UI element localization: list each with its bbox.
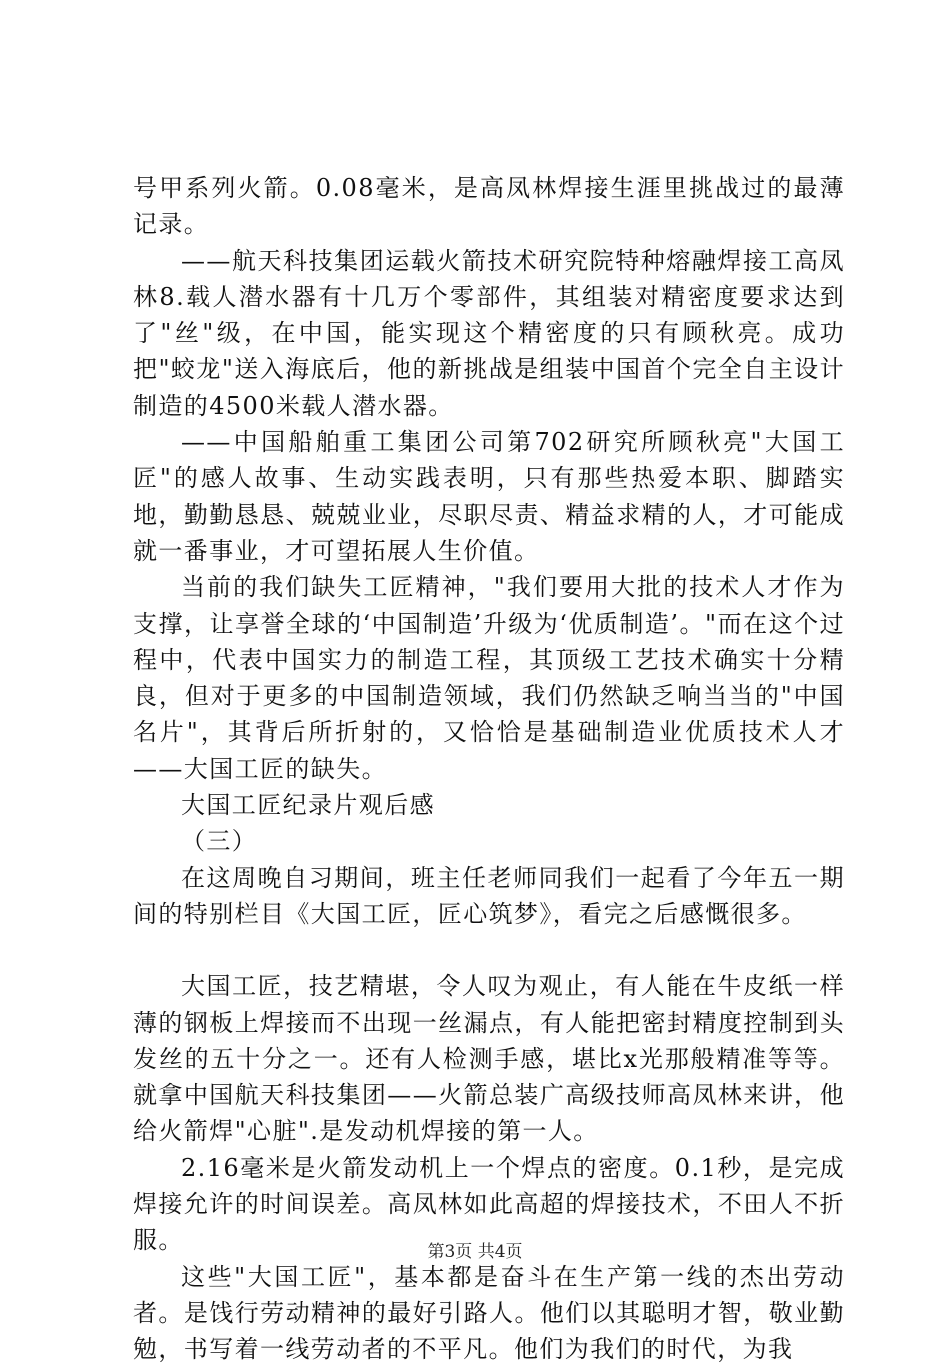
paragraph-gu-qiuliang-attribution: ——中国船舶重工集团公司第702研究所顾秋亮"大国工匠"的感人故事、生动实践表明，只有那些热爱本职、脚踏实地，勤勤恳恳、兢兢业业，尽职尽责、精益求精的人，才可能成就一番事业，才可望拓展人生价值。 [133, 428, 845, 565]
section-title: 大国工匠纪录片观后感 [181, 791, 435, 820]
paragraph-intro: 在这周晚自习期间，班主任老师同我们一起看了今年五一期间的特别栏目《大国工匠，匠心筑梦》，看完之后感慨很多。 [133, 863, 845, 928]
paragraph-continuation: 号甲系列火箭。0.08毫米，是高凤林焊接生涯里挑战过的最薄记录。 [133, 174, 845, 239]
paragraph-workers: 这些"大国工匠"，基本都是奋斗在生产第一线的杰出劳动者。是饯行劳动精神的最好引路人。他们以其聪明才智，敬业勤勉，书写着一线劳动者的不平凡。他们为我们的时代，为我 [133, 1262, 845, 1364]
paragraph-craftsman-skills: 大国工匠，技艺精堪，令人叹为观止，有人能在牛皮纸一样薄的钢板上焊接而不出现一丝漏点，有人能把密封精度控制到头发丝的五十分之一。还有人检测手感，堪比x光那般精准等等。就拿中国航天科技集团——火箭总装广高级技师高凤林来讲，他给火箭焊"心脏".是发动机焊接的第一人。 [133, 972, 845, 1146]
document-body [133, 170, 845, 1368]
paragraph-craftsman-spirit: 当前的我们缺失工匠精神，"我们要用大批的技术人才作为支撑，让享誉全球的‘中国制造’升级为‘优质制造’。"而在这个过程中，代表中国实力的制造工程，其顶级工艺技术确实十分精良，但对于更多的中国制造领域，我们仍然缺乏响当当的"中国名片"，其背后所折射的，又恰恰是基础制造业优质技术人才——大国工匠的缺失。 [133, 573, 845, 783]
page-footer: 第3页 共4页 [427, 1242, 523, 1262]
paragraph-gao-fenglin-attribution: ——航天科技集团运载火箭技术研究院特种熔融焊接工高凤林8.载人潜水器有十几万个零部件，其组装对精密度要求达到了"丝"级，在中国，能实现这个精密度的只有顾秋亮。成功把"蛟龙"送入海底后，他的新挑战是组装中国首个完全自主设计制造的4500米载人潜水器。 [133, 246, 845, 420]
section-number: （三） [181, 827, 258, 856]
paragraph-welding-precision: 2.16毫米是火箭发动机上一个焊点的密度。0.1秒，是完成焊接允许的时间误差。高凤林如此高超的焊接技术，不田人不折服。 [133, 1153, 845, 1255]
